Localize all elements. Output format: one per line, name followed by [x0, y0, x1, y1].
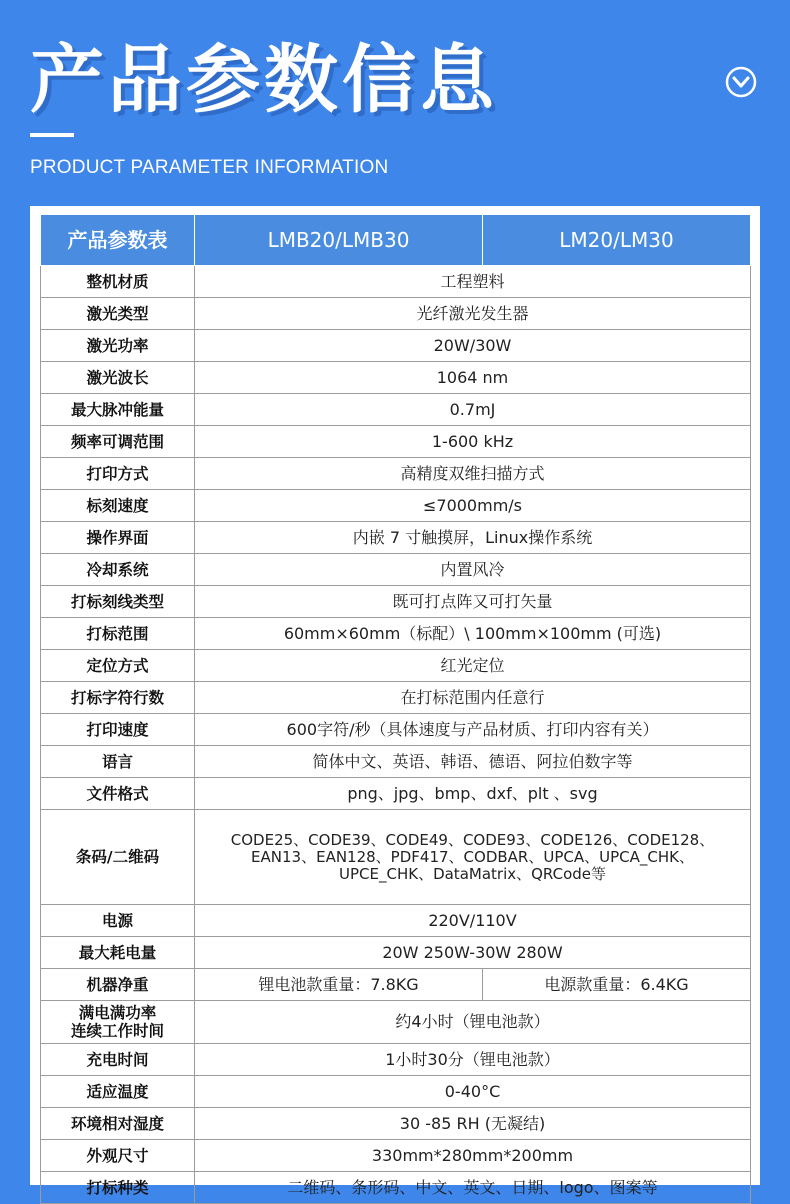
- table-row: [41, 1140, 751, 1172]
- table-row: [41, 1076, 751, 1108]
- row-value: 20W/30W: [195, 330, 751, 362]
- table-row: [41, 298, 751, 330]
- row-label: 定位方式: [41, 650, 195, 682]
- title-underline: [30, 133, 74, 137]
- row-value: png、jpg、bmp、dxf、plt 、svg: [195, 778, 751, 810]
- row-value: 二维码、条形码、中文、英文、日期、logo、图案等: [195, 1172, 751, 1204]
- table-row: [41, 650, 751, 682]
- row-value: 工程塑料: [195, 266, 751, 298]
- table-row: [41, 937, 751, 969]
- table-row: [41, 586, 751, 618]
- table-row: [41, 682, 751, 714]
- row-value: 红光定位: [195, 650, 751, 682]
- table-row: [41, 362, 751, 394]
- row-value: 既可打点阵又可打矢量: [195, 586, 751, 618]
- row-label: 打标范围: [41, 618, 195, 650]
- row-value: 600字符/秒（具体速度与产品材质、打印内容有关）: [195, 714, 751, 746]
- row-value: ≤7000mm/s: [195, 490, 751, 522]
- table-row: [41, 969, 751, 1001]
- row-label: 语言: [41, 746, 195, 778]
- row-label: 打印速度: [41, 714, 195, 746]
- row-value: 内嵌 7 寸触摸屏，Linux操作系统: [195, 522, 751, 554]
- table-row: [41, 458, 751, 490]
- row-label: 机器净重: [41, 969, 195, 1001]
- row-value: 0-40°C: [195, 1076, 751, 1108]
- row-label: 激光波长: [41, 362, 195, 394]
- spec-table: [40, 214, 751, 1204]
- row-label: 打标种类: [41, 1172, 195, 1204]
- table-row: [41, 426, 751, 458]
- row-label: 整机材质: [41, 266, 195, 298]
- row-value: 20W 250W-30W 280W: [195, 937, 751, 969]
- table-row: [41, 1001, 751, 1044]
- row-value: 在打标范围内任意行: [195, 682, 751, 714]
- row-value: 30 -85 RH (无凝结): [195, 1108, 751, 1140]
- row-value: 电源款重量：6.4KG: [483, 969, 751, 1001]
- table-row: [41, 490, 751, 522]
- row-value: 330mm*280mm*200mm: [195, 1140, 751, 1172]
- table-header-cell: LM20/LM30: [483, 215, 751, 266]
- table-row: [41, 330, 751, 362]
- table-row: [41, 714, 751, 746]
- row-value: 光纤激光发生器: [195, 298, 751, 330]
- row-label: 条码/二维码: [41, 810, 195, 905]
- page-title: 产品参数信息: [30, 37, 498, 123]
- row-value: CODE25、CODE39、CODE49、CODE93、CODE126、CODE128、 EAN13、EAN128、PDF417、CODBAR、UPCA、UPCA_CHK、 UPCE_CHK、DataMatrix、QRCode等: [195, 810, 751, 905]
- table-row: [41, 1044, 751, 1076]
- table-row: [41, 618, 751, 650]
- row-label: 最大脉冲能量: [41, 394, 195, 426]
- row-label: 文件格式: [41, 778, 195, 810]
- spec-table-frame: [30, 206, 760, 1197]
- row-label: 环境相对湿度: [41, 1108, 195, 1140]
- row-label: 适应温度: [41, 1076, 195, 1108]
- table-row: [41, 905, 751, 937]
- row-label: 激光功率: [41, 330, 195, 362]
- table-row: [41, 554, 751, 586]
- row-label: 打标字符行数: [41, 682, 195, 714]
- chevron-down-circle-icon[interactable]: [725, 66, 757, 98]
- row-label: 激光类型: [41, 298, 195, 330]
- row-value: 60mm×60mm（标配）\ 100mm×100mm (可选): [195, 618, 751, 650]
- row-label: 打标刻线类型: [41, 586, 195, 618]
- row-label: 满电满功率 连续工作时间: [41, 1001, 195, 1044]
- row-label: 频率可调范围: [41, 426, 195, 458]
- table-row: [41, 1108, 751, 1140]
- table-row: [41, 1172, 751, 1204]
- page-subtitle: PRODUCT PARAMETER INFORMATION: [30, 157, 389, 178]
- row-label: 标刻速度: [41, 490, 195, 522]
- table-header-cell: LMB20/LMB30: [195, 215, 483, 266]
- row-value: 简体中文、英语、韩语、德语、阿拉伯数字等: [195, 746, 751, 778]
- table-row: [41, 522, 751, 554]
- table-row: [41, 778, 751, 810]
- table-row: [41, 810, 751, 905]
- row-label: 充电时间: [41, 1044, 195, 1076]
- row-label: 打印方式: [41, 458, 195, 490]
- row-label: 冷却系统: [41, 554, 195, 586]
- table-row: [41, 746, 751, 778]
- table-row: [41, 266, 751, 298]
- row-value: 1-600 kHz: [195, 426, 751, 458]
- row-value: 1小时30分（锂电池款）: [195, 1044, 751, 1076]
- row-value: 高精度双维扫描方式: [195, 458, 751, 490]
- row-value: 约4小时（锂电池款）: [195, 1001, 751, 1044]
- row-value: 0.7mJ: [195, 394, 751, 426]
- row-value: 内置风冷: [195, 554, 751, 586]
- row-label: 操作界面: [41, 522, 195, 554]
- row-label: 外观尺寸: [41, 1140, 195, 1172]
- row-label: 电源: [41, 905, 195, 937]
- row-label: 最大耗电量: [41, 937, 195, 969]
- row-value: 1064 nm: [195, 362, 751, 394]
- table-header-row: [41, 215, 751, 266]
- row-value: 220V/110V: [195, 905, 751, 937]
- table-row: [41, 394, 751, 426]
- table-header-cell: 产品参数表: [41, 215, 195, 266]
- row-value: 锂电池款重量：7.8KG: [195, 969, 483, 1001]
